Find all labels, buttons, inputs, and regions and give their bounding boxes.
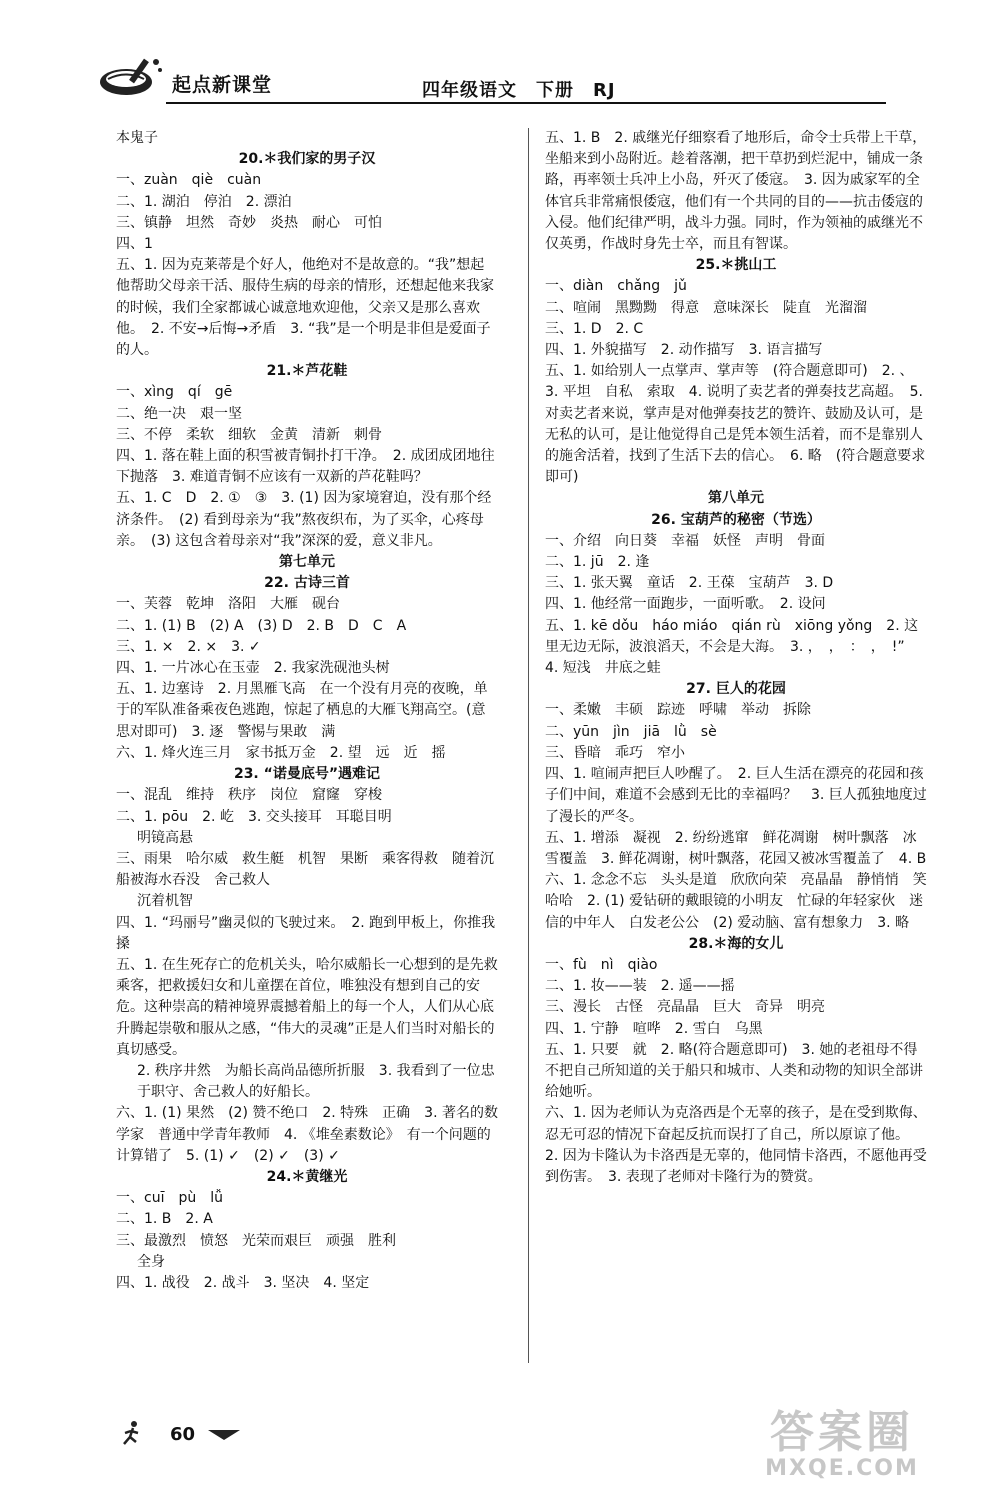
answer-line: 三、1. × 2. × 3. ✓ — [116, 638, 261, 655]
answer-line: 一、zuàn qiè cuàn — [116, 172, 262, 189]
answer-line: 六、1. 念念不忘 头头是道 欣欣向荣 亮晶晶 静悄悄 笑哈哈 2. (1) 爱钻研的戴眼镜的小明友 忙碌的年轻家伙 迷信的中年人 白发老公公 (2) 爱动脑、富有想象力 3. 略 — [545, 872, 927, 931]
answer-line: 三、镇静 坦然 奇妙 炎热 耐心 可怕 — [116, 214, 382, 231]
answer-line: 四、1. 他经常一面跑步，一面听歌。 2. 设问 — [545, 596, 826, 613]
book-pen-logo-icon — [96, 52, 166, 100]
answer-column-right — [545, 128, 927, 1188]
section-title: 28.＊海的女儿 — [688, 935, 784, 952]
answer-line: 四、1. 外貌描写 2. 动作描写 3. 语言描写 — [545, 342, 823, 359]
answer-line: 四、1. 宁静 喧哗 2. 雪白 乌黑 — [545, 1020, 763, 1037]
arrow-down-icon — [206, 1428, 242, 1442]
answer-line: 四、1. 落在鞋上面的积雪被青铜扑打干净。 2. 成团成团地往下抛落 3. 难道青铜不应该有一双新的芦花鞋吗？ — [116, 448, 495, 486]
section-title: 24.＊黄继光 — [266, 1168, 348, 1185]
answer-line: 二、1. B 2. A — [116, 1211, 213, 1228]
page-number: 60 — [170, 1424, 196, 1445]
section-title: 第七单元 — [279, 554, 335, 571]
answer-line: 五、1. C D 2. ① ③ 3. (1) 因为家境窘迫，没有那个经济条件。 (2) 看到母亲为“我”熬夜织布，为了买伞，心疼母亲。 (3) 这包含着母亲对“我”深深的爱，意义非凡。 — [116, 490, 492, 549]
answer-line: 二、1. pōu 2. 屹 3. 交头接耳 耳聪目明 — [116, 808, 392, 825]
answer-line: 五、1. 增添 凝视 2. 纷纷逃窜 鲜花凋谢 树叶飘落 冰雪覆盖 3. 鲜花凋谢，树叶飘落，花园又被冰雪覆盖了 4. B — [545, 829, 927, 867]
answer-line: 三、雨果 哈尔威 救生艇 机智 果断 乘客得救 随着沉船被海水吞没 舍己救人 — [116, 850, 494, 889]
answer-line: 二、1. 湖泊 停泊 2. 漂泊 — [116, 193, 292, 210]
answer-line: 三、不停 柔软 细软 金黄 清新 刺骨 — [116, 426, 382, 443]
answer-line: 五、1. kē dǒu háo miáo qián rù xiōng yǒng 2. 这里无边无际，波浪滔天，不会是大海。 3. ， ， ： ， !” 4. 短浅 井底之蛙 — [545, 617, 919, 677]
answer-line: 四、1. 战役 2. 战斗 3. 坚决 4. 坚定 — [116, 1274, 370, 1291]
answer-line: 二、1. 妆——装 2. 遥——摇 — [545, 978, 735, 995]
answer-line: 四、1 — [116, 236, 153, 253]
watermark-logo-text: 答案圈 — [770, 1407, 914, 1458]
answer-line: 一、fù nì qiào — [545, 956, 658, 973]
answer-line: 二、yūn jìn jiā lǜ sè — [545, 723, 717, 740]
answer-line: 五、1. 边塞诗 2. 月黑雁飞高 在一个没有月亮的夜晚，单于的军队准备乘夜色逃跑，惊起了栖息的大雁飞翔高空。(意思对即可) 3. 逐 警惕与果敢 满 — [116, 681, 488, 740]
section-title: 第八单元 — [708, 490, 764, 507]
answer-line: 五、1. 如给别人一点掌声、掌声等 (符合题意即可) 2. 、 3. 平坦 自私 索取 4. 说明了卖艺者的弹奏技艺高超。 5. 对卖艺者来说，掌声是对他弹奏技艺的赞许、鼓励及认可，是无私的认可，是让他觉得自己是凭本领生活着，而不是靠别人的施舍活着，找到了生活下去的信心。 6. 略 (符合题意要求即可) — [545, 363, 926, 486]
watermark — [732, 1407, 952, 1490]
section-title: 20.＊我们家的男子汉 — [238, 151, 376, 168]
answer-line: 一、xìng qí gē — [116, 384, 233, 401]
answer-line: 二、1. jū 2. 逢 — [545, 554, 650, 571]
answer-line: 一、芙蓉 乾坤 洛阳 大雁 砚台 — [116, 596, 340, 613]
answer-line: 六、1. 因为老师认为克洛西是个无辜的孩子，是在受到欺侮、忍无可忍的情况下奋起反抗而误打了自己，所以原谅了他。 2. 因为卡隆认为卡洛西是无辜的，他同情卡洛西，不愿他再受到伤害。 3. 表现了老师对卡隆行为的赞赏。 — [545, 1105, 927, 1185]
answer-column-left — [116, 128, 498, 1294]
answer-line: 五、1. 在生死存亡的危机关头，哈尔威船长一心想到的是先救乘客，把救援妇女和儿童摆在首位，唯独没有想到自己的安危。这种崇高的精神境界震撼着船上的每一个人，人们从心底升腾起崇敬和服从之感，“伟大的灵魂”正是人们当时对船长的真切感受。 — [116, 956, 498, 1058]
column-divider — [528, 128, 529, 1363]
section-title: 22. 古诗三首 — [264, 575, 350, 592]
answer-line: 三、漫长 古怪 亮晶晶 巨大 奇异 明亮 — [545, 999, 825, 1016]
answer-line: 三、昏暗 乖巧 窄小 — [545, 744, 685, 761]
section-title: 26. 宝葫芦的秘密（节选） — [651, 511, 821, 528]
answer-line: 三、1. D 2. C — [545, 320, 644, 337]
answer-line: 沉着机智 — [137, 893, 193, 910]
answer-line: 全身 — [137, 1253, 165, 1270]
answer-line: 四、1. “玛丽号”幽灵似的飞驶过来。 2. 跑到甲板上，你推我搡 — [116, 914, 496, 952]
answer-line: 五、1. 因为克莱蒂是个好人，他绝对不是故意的。“我”想起他帮助父母亲干活、服侍生病的母亲的情形，还想起他来我家的时候，我们全家都诚心诚意地欢迎他，父亲又是那么喜欢他。 2. 不安→后悔→矛盾 3. “我”是一个明是非但是爱面子的人。 — [116, 257, 494, 359]
brand-title: 起点新课堂 — [172, 74, 273, 96]
answer-line: 一、cuī pù lǚ — [116, 1190, 223, 1207]
answer-line: 二、喧闹 黑黝黝 得意 意味深长 陡直 光溜溜 — [545, 299, 867, 316]
header-rule — [166, 102, 886, 104]
answer-line: 四、1. 喧闹声把巨人吵醒了。 2. 巨人生活在漂亮的花园和孩子们中间，难道不会感到无比的幸福吗？ 3. 巨人孤独地度过了漫长的严冬。 — [545, 766, 927, 825]
answer-line: 六、1. 烽火连三月 家书抵万金 2. 望 远 近 摇 — [116, 744, 446, 761]
answer-line: 五、1. 只要 就 2. 略(符合题意即可) 3. 她的老祖母不得不把自己所知道的关于船只和城市、人类和动物的知识全部讲给她听。 — [545, 1041, 923, 1101]
page-header — [0, 0, 1000, 110]
answer-line: 三、最激烈 愤怒 光荣而艰巨 顽强 胜利 — [116, 1232, 396, 1249]
answer-line: 三、1. 张天翼 童话 2. 王葆 宝葫芦 3. D — [545, 575, 834, 592]
answer-line: 四、1. 一片冰心在玉壶 2. 我家洗砚池头树 — [116, 660, 390, 677]
answer-line: 一、混乱 维持 秩序 岗位 窟窿 穿梭 — [116, 787, 382, 804]
answer-line: 本鬼子 — [116, 130, 158, 146]
section-title: 27. 巨人的花园 — [686, 681, 786, 698]
section-title: 21.＊芦花鞋 — [266, 363, 348, 380]
answer-line: 二、1. (1) B (2) A (3) D 2. B D C A — [116, 617, 407, 634]
watermark-url: MXQE.COM — [765, 1456, 919, 1481]
answer-line: 明镜高悬 — [137, 829, 193, 846]
section-title: 25.＊挑山工 — [695, 257, 777, 274]
section-title: 23. “诺曼底号”遇难记 — [233, 766, 381, 783]
answer-line: 一、diàn chǎng jǔ — [545, 278, 687, 295]
subject-grade-label: 四年级语文 下册 RJ — [422, 80, 616, 101]
answer-line: 2. 秩序井然 为船长高尚品德所折服 3. 我看到了一位忠于职守、舍己救人的好船长。 — [137, 1062, 495, 1101]
answer-line: 一、柔嫩 丰硕 踪迹 呼啸 举动 拆除 — [545, 702, 811, 719]
runner-icon — [118, 1420, 148, 1448]
answer-line: 六、1. (1) 果然 (2) 赞不绝口 2. 特殊 正确 3. 著名的数学家 普通中学青年教师 4. 《堆垒素数论》 有一个问题的计算错了 5. (1) ✓ (2) ✓ (3) ✓ — [116, 1105, 498, 1164]
answer-line: 五、1. B 2. 戚继光仔细察看了地形后，命令士兵带上干草，坐船来到小岛附近。趁着落潮，把干草扔到烂泥中，铺成一条路，再率领士兵冲上小岛，歼灭了倭寇。 3. 因为戚家军的全体官兵非常痛恨倭寇，他们有一个共同的目的——抗击倭寇的入侵。他们纪律严明，战斗力强。同时，作为领袖的戚继光不仅英勇，作战时身先士卒，而且有智谋。 — [545, 130, 927, 253]
answer-line: 一、介绍 向日葵 幸福 妖怪 声明 骨面 — [545, 532, 825, 549]
answer-line: 二、绝一决 艰一坚 — [116, 405, 242, 422]
